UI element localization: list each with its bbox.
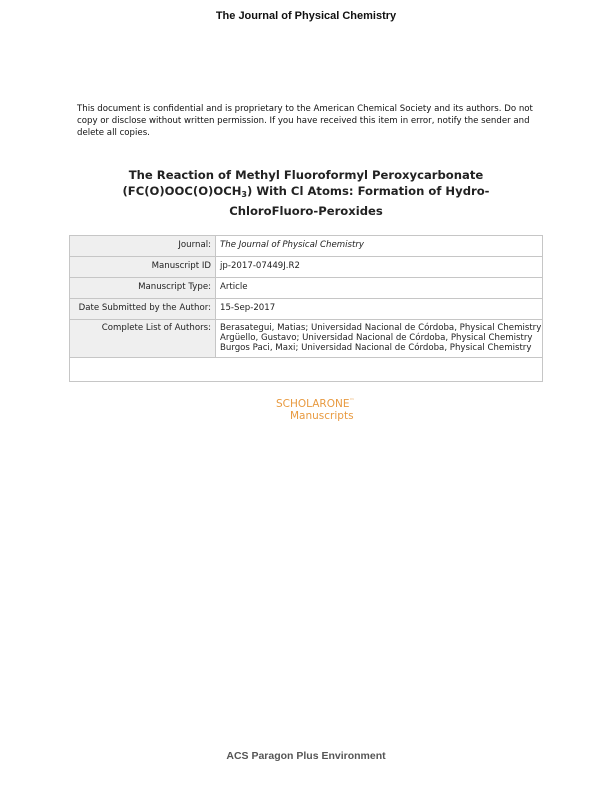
title-line-3: ChloroFluoro-Peroxides [229,204,383,218]
table-row [70,257,543,278]
title-line-2-suffix: ) With Cl Atoms: Formation of Hydro- [247,184,490,198]
confidentiality-notice: This document is confidential and is proprietary to the American Chemical Society and its authors. Do not copy or disclose without written permission. If you have received this item in error, notify the sender and delete all copies. [77,104,533,138]
title-line-2-prefix: (FC(O)OOC(O)OCH [122,184,242,198]
authors-label: Complete List of Authors: [70,320,216,358]
author-entry: Argüello, Gustavo; Universidad Nacional de Córdoba, Physical Chemistry [220,333,533,343]
table-row [70,320,543,358]
journal-label: Journal: [70,236,216,257]
scholarone-logo [276,395,366,422]
table-row-empty [70,358,543,382]
title-subscript: 3 [241,190,247,199]
authors-list [216,320,543,358]
page-footer: ACS Paragon Plus Environment [226,750,386,762]
empty-cell [70,358,543,382]
author-entry: Burgos Paci, Maxi; Universidad Nacional de Córdoba, Physical Chemistry [220,343,532,353]
date-submitted-value: 15-Sep-2017 [216,299,543,320]
logo-one-text: ONE [326,398,350,410]
manuscript-id-label: Manuscript ID [70,257,216,278]
journal-value: The Journal of Physical Chemistry [216,236,543,257]
running-header-journal: The Journal of Physical Chemistry [215,10,397,22]
manuscript-id-value: jp-2017-07449J.R2 [216,257,543,278]
date-submitted-label: Date Submitted by the Author: [70,299,216,320]
title-line-2 [100,183,512,203]
title-line-1: The Reaction of Methyl Fluoroformyl Peroxycarbonate [128,168,484,182]
table-row [70,278,543,299]
logo-line-1 [276,395,366,410]
logo-trademark: ™ [349,398,355,404]
table-row [70,236,543,257]
manuscript-type-label: Manuscript Type: [70,278,216,299]
author-entry: Berasategui, Matias; Universidad Nacional de Córdoba, Physical Chemistry [220,323,542,333]
manuscript-title [100,167,512,219]
table-row [70,299,543,320]
manuscript-type-value: Article [216,278,543,299]
logo-manuscripts-text: Manuscripts [290,410,354,422]
logo-scholar-text: SCHOLAR [276,398,327,410]
manuscript-details-table [69,235,543,382]
